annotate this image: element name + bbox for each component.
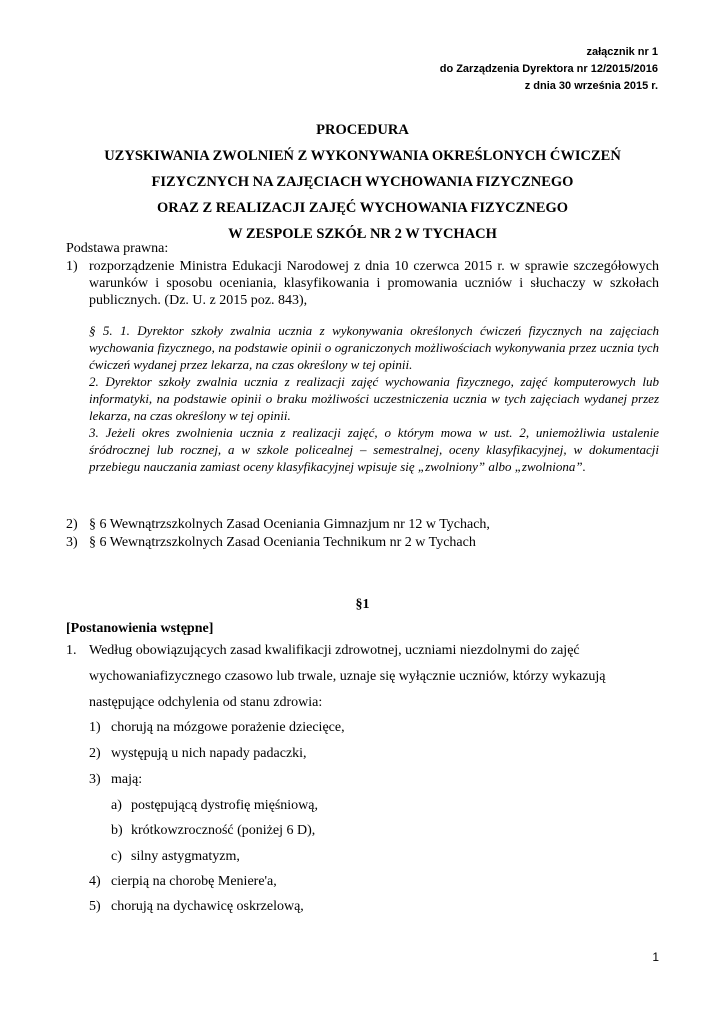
quote-paragraph-2: 2. Dyrektor szkoły zwalnia ucznia z realizacji zajęć wychowania fizycznego, zajęć komputerowych lub informatyki, na podstawie opinii o braku możliwości uczestniczenia ucznia w tych zajęciach wydanej przez lekarza, na czas określony w tej opinii. [89, 374, 659, 423]
title-line-1: PROCEDURA [316, 122, 409, 138]
paragraph-line-3: następujące odchylenia od stanu zdrowia: [89, 695, 323, 710]
page-number: 1 [652, 950, 659, 964]
paragraph-number: 1. [66, 643, 77, 658]
annex-line-3: z dnia 30 września 2015 r. [524, 80, 658, 92]
legal-basis-num-1: 1) [66, 259, 78, 274]
legal-basis-item-1: rozporządzenie Ministra Edukacji Narodowej z dnia 10 czerwca 2015 r. w sprawie szczegółowych warunków i sposobu oceniania, klasyfikowania i promowania uczniów i słuchaczy w szkołach publicznych. (Dz. U. z 2015 poz. 843), [89, 259, 659, 308]
legal-basis-num-3: 3) [66, 535, 78, 550]
legal-basis-label: Podstawa prawna: [66, 241, 169, 256]
section-title: [Postanowienia wstępne] [66, 621, 214, 636]
sub-item: krótkowzroczność (poniżej 6 D), [131, 823, 316, 838]
legal-basis-num-2: 2) [66, 517, 78, 532]
list-item: chorują na mózgowe porażenie dziecięce, [111, 720, 345, 735]
list-item-num: 1) [89, 720, 101, 735]
sub-item-num: a) [111, 798, 122, 813]
list-item-num: 2) [89, 746, 101, 761]
sub-item: silny astygmatyzm, [131, 849, 240, 864]
list-item: cierpią na chorobę Meniere'a, [111, 874, 277, 889]
regulation-quote [89, 322, 659, 475]
quote-paragraph-3: 3. Jeżeli okres zwolnienia ucznia z realizacji zajęć, o którym mowa w ust. 2, uniemożliwia ustalenie śródrocznej lub rocznej, a w szkole policealnej – semestralnej, oceny klasyfikacyjnej, w dokumentacji przebiegu nauczania zamiast oceny klasyfikacyjnej wpisuje się „zwolniony” albo „zwolniona”. [89, 425, 659, 474]
annex-line-1: załącznik nr 1 [586, 46, 658, 58]
legal-basis-item-3: § 6 Wewnątrzszkolnych Zasad Oceniania Technikum nr 2 w Tychach [89, 535, 476, 550]
list-item-num: 4) [89, 874, 101, 889]
legal-basis-item-2: § 6 Wewnątrzszkolnych Zasad Oceniania Gimnazjum nr 12 w Tychach, [89, 517, 490, 532]
title-line-4: ORAZ Z REALIZACJI ZAJĘĆ WYCHOWANIA FIZYCZNEGO [156, 200, 569, 216]
sub-item-num: b) [111, 823, 123, 838]
section-sign: §1 [355, 597, 370, 612]
title-line-5: W ZESPOLE SZKÓŁ NR 2 W TYCHACH [228, 226, 497, 242]
sub-item: postępującą dystrofię mięśniową, [131, 798, 319, 813]
list-item: mają: [111, 772, 143, 787]
list-item-num: 5) [89, 899, 101, 914]
list-item-num: 3) [89, 772, 101, 787]
paragraph-line-1: Według obowiązujących zasad kwalifikacji zdrowotnej, uczniami niezdolnymi do zajęć [89, 643, 580, 658]
sub-item-num: c) [111, 849, 122, 864]
annex-header [440, 44, 658, 95]
annex-line-2: do Zarządzenia Dyrektora nr 12/2015/2016 [439, 63, 658, 75]
quote-paragraph-1: § 5. 1. Dyrektor szkoły zwalnia ucznia z wykonywania określonych ćwiczeń fizycznych na zajęciach wychowania fizycznego, na podstawie opinii o ograniczonych możliwościach wykonywania przez ucznia tych ćwiczeń wydanej przez lekarza, na czas określony w tej opinii. [89, 323, 659, 372]
list-item: chorują na dychawicę oskrzelową, [111, 899, 304, 914]
title-line-2: UZYSKIWANIA ZWOLNIEŃ Z WYKONYWANIA OKREŚLONYCH ĆWICZEŃ [104, 148, 621, 164]
list-item: występują u nich napady padaczki, [111, 746, 307, 761]
document-title [40, 117, 685, 247]
title-line-3: FIZYCZNYCH NA ZAJĘCIACH WYCHOWANIA FIZYCZNEGO [151, 174, 574, 190]
paragraph-line-2: wychowaniafizycznego czasowo lub trwale, uznaje się wyłącznie uczniów, którzy wykazują [89, 669, 606, 684]
